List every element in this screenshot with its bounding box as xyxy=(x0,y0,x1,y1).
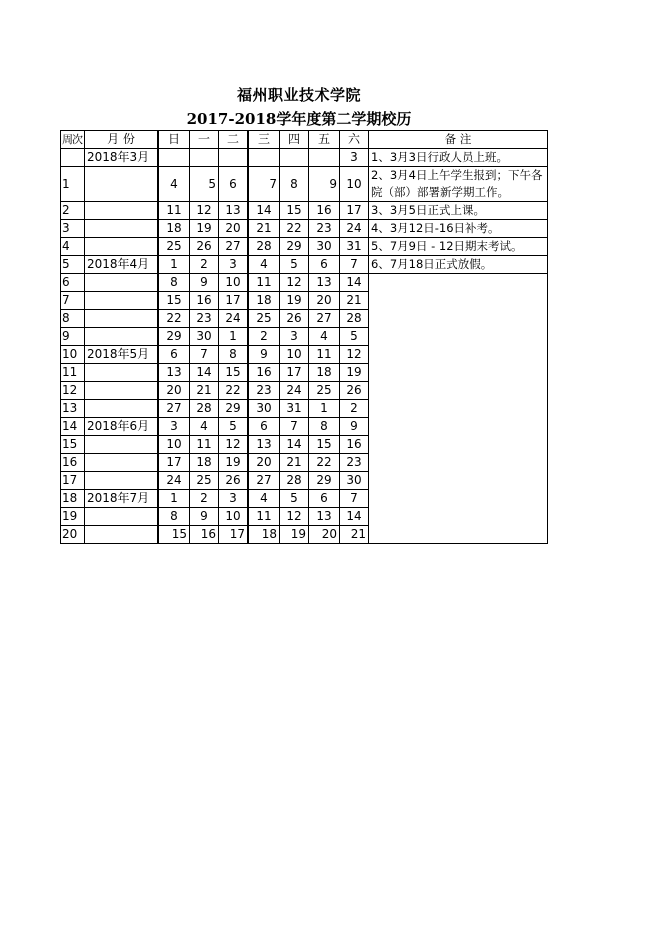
header-week: 周次 xyxy=(61,131,85,149)
calendar-row xyxy=(61,202,548,220)
day-cell: 22 xyxy=(280,220,309,238)
day-cell: 15 xyxy=(280,202,309,220)
day-cell: 18 xyxy=(309,364,340,382)
day-cell: 11 xyxy=(248,274,280,292)
day-cell: 3 xyxy=(219,490,249,508)
day-cell: 26 xyxy=(219,472,249,490)
day-cell: 3 xyxy=(340,149,369,167)
calendar-row xyxy=(61,167,548,202)
day-cell: 30 xyxy=(309,238,340,256)
day-cell: 7 xyxy=(340,256,369,274)
week-number: 19 xyxy=(61,508,85,526)
day-cell: 15 xyxy=(309,436,340,454)
month-label xyxy=(85,167,159,202)
note-item: 5、7月9日 - 12日期末考试。 xyxy=(369,238,548,256)
day-cell: 3 xyxy=(158,418,190,436)
school-name-title: 福州职业技术学院 xyxy=(236,86,361,104)
month-label xyxy=(85,472,159,490)
month-label xyxy=(85,274,159,292)
month-label xyxy=(85,508,159,526)
calendar-title: 2017-2018学年度第二学期校历 xyxy=(186,110,412,128)
day-cell: 14 xyxy=(190,364,219,382)
day-cell: 26 xyxy=(340,382,369,400)
week-number: 3 xyxy=(61,220,85,238)
day-cell: 24 xyxy=(280,382,309,400)
day-cell: 2 xyxy=(340,400,369,418)
day-cell: 4 xyxy=(158,167,190,202)
week-number: 10 xyxy=(61,346,85,364)
week-number: 18 xyxy=(61,490,85,508)
month-label: 2018年3月 xyxy=(85,149,159,167)
day-cell: 28 xyxy=(340,310,369,328)
day-cell: 24 xyxy=(340,220,369,238)
day-cell: 9 xyxy=(190,274,219,292)
day-cell: 29 xyxy=(219,400,249,418)
day-cell: 14 xyxy=(340,508,369,526)
day-cell: 2 xyxy=(248,328,280,346)
day-cell: 18 xyxy=(248,292,280,310)
day-cell: 20 xyxy=(248,454,280,472)
week-number: 17 xyxy=(61,472,85,490)
day-cell: 9 xyxy=(190,508,219,526)
day-cell: 7 xyxy=(280,418,309,436)
day-cell: 8 xyxy=(219,346,249,364)
day-cell: 19 xyxy=(280,292,309,310)
day-cell: 8 xyxy=(309,418,340,436)
day-cell: 29 xyxy=(309,472,340,490)
day-cell: 9 xyxy=(309,167,340,202)
day-cell: 4 xyxy=(248,490,280,508)
month-label xyxy=(85,292,159,310)
header-day-sat: 六 xyxy=(340,131,369,149)
day-cell: 10 xyxy=(219,274,249,292)
calendar-row xyxy=(61,149,548,167)
month-label xyxy=(85,364,159,382)
header-row xyxy=(61,131,548,149)
note-item: 1、3月3日行政人员上班。 xyxy=(369,149,548,167)
day-cell: 18 xyxy=(158,220,190,238)
day-cell: 14 xyxy=(248,202,280,220)
calendar-row xyxy=(61,274,548,292)
day-cell: 10 xyxy=(219,508,249,526)
day-cell: 16 xyxy=(190,292,219,310)
day-cell: 26 xyxy=(280,310,309,328)
day-cell: 25 xyxy=(190,472,219,490)
week-number xyxy=(61,149,85,167)
week-number: 13 xyxy=(61,400,85,418)
day-cell: 28 xyxy=(248,238,280,256)
day-cell: 11 xyxy=(190,436,219,454)
day-cell: 25 xyxy=(158,238,190,256)
day-cell: 31 xyxy=(340,238,369,256)
month-label xyxy=(85,202,159,220)
day-cell: 23 xyxy=(309,220,340,238)
day-cell: 24 xyxy=(158,472,190,490)
day-cell: 15 xyxy=(219,364,249,382)
month-label xyxy=(85,220,159,238)
day-cell: 19 xyxy=(190,220,219,238)
day-cell: 6 xyxy=(309,490,340,508)
week-number: 2 xyxy=(61,202,85,220)
day-cell: 4 xyxy=(248,256,280,274)
note-item: 4、3月12日-16日补考。 xyxy=(369,220,548,238)
header-note: 备 注 xyxy=(369,131,548,149)
week-number: 9 xyxy=(61,328,85,346)
day-cell: 6 xyxy=(219,167,249,202)
day-cell: 5 xyxy=(219,418,249,436)
day-cell: 10 xyxy=(280,346,309,364)
day-cell: 14 xyxy=(280,436,309,454)
day-cell: 5 xyxy=(340,328,369,346)
week-number: 15 xyxy=(61,436,85,454)
header-month: 月 份 xyxy=(85,131,159,149)
day-cell: 20 xyxy=(309,292,340,310)
day-cell: 25 xyxy=(309,382,340,400)
day-cell: 27 xyxy=(219,238,249,256)
day-cell: 21 xyxy=(340,526,369,544)
day-cell: 16 xyxy=(309,202,340,220)
month-label xyxy=(85,310,159,328)
note-item: 2、3月4日上午学生报到；下午各院（部）部署新学期工作。 xyxy=(369,167,548,202)
day-cell: 22 xyxy=(219,382,249,400)
day-cell: 21 xyxy=(340,292,369,310)
day-cell: 14 xyxy=(340,274,369,292)
school-calendar-table xyxy=(60,130,548,544)
day-cell: 10 xyxy=(340,167,369,202)
week-number: 1 xyxy=(61,167,85,202)
day-cell: 19 xyxy=(340,364,369,382)
header-day-tue: 二 xyxy=(219,131,249,149)
month-label xyxy=(85,238,159,256)
day-cell: 17 xyxy=(219,526,249,544)
day-cell: 13 xyxy=(219,202,249,220)
day-cell: 19 xyxy=(219,454,249,472)
header-day-wed: 三 xyxy=(248,131,280,149)
day-cell: 1 xyxy=(158,256,190,274)
day-cell: 4 xyxy=(190,418,219,436)
day-cell: 8 xyxy=(158,274,190,292)
day-cell: 27 xyxy=(309,310,340,328)
note-empty-area xyxy=(369,274,548,544)
day-cell: 7 xyxy=(248,167,280,202)
week-number: 5 xyxy=(61,256,85,274)
day-cell: 9 xyxy=(340,418,369,436)
day-cell: 30 xyxy=(248,400,280,418)
day-cell: 12 xyxy=(280,508,309,526)
month-label xyxy=(85,436,159,454)
day-cell: 27 xyxy=(158,400,190,418)
day-cell: 17 xyxy=(158,454,190,472)
day-cell: 10 xyxy=(158,436,190,454)
day-cell: 19 xyxy=(280,526,309,544)
day-cell: 21 xyxy=(190,382,219,400)
calendar-row xyxy=(61,256,548,274)
day-cell: 5 xyxy=(280,256,309,274)
day-cell: 23 xyxy=(340,454,369,472)
calendar-row xyxy=(61,238,548,256)
day-cell xyxy=(190,149,219,167)
month-label: 2018年4月 xyxy=(85,256,159,274)
month-label: 2018年6月 xyxy=(85,418,159,436)
month-label: 2018年7月 xyxy=(85,490,159,508)
day-cell: 27 xyxy=(248,472,280,490)
day-cell: 16 xyxy=(190,526,219,544)
day-cell: 24 xyxy=(219,310,249,328)
day-cell: 29 xyxy=(280,238,309,256)
day-cell: 31 xyxy=(280,400,309,418)
day-cell: 30 xyxy=(190,328,219,346)
month-label xyxy=(85,400,159,418)
day-cell: 2 xyxy=(190,256,219,274)
week-number: 8 xyxy=(61,310,85,328)
week-number: 16 xyxy=(61,454,85,472)
day-cell: 29 xyxy=(158,328,190,346)
day-cell: 13 xyxy=(309,274,340,292)
header-day-fri: 五 xyxy=(309,131,340,149)
day-cell: 1 xyxy=(309,400,340,418)
day-cell: 3 xyxy=(219,256,249,274)
week-number: 6 xyxy=(61,274,85,292)
week-number: 12 xyxy=(61,382,85,400)
day-cell: 12 xyxy=(190,202,219,220)
day-cell: 17 xyxy=(219,292,249,310)
calendar-row xyxy=(61,220,548,238)
day-cell: 11 xyxy=(248,508,280,526)
day-cell: 12 xyxy=(340,346,369,364)
header-day-mon: 一 xyxy=(190,131,219,149)
note-item: 6、7月18日正式放假。 xyxy=(369,256,548,274)
day-cell: 21 xyxy=(280,454,309,472)
day-cell: 25 xyxy=(248,310,280,328)
day-cell xyxy=(280,149,309,167)
day-cell: 16 xyxy=(340,436,369,454)
day-cell: 16 xyxy=(248,364,280,382)
day-cell xyxy=(219,149,249,167)
header-day-thu: 四 xyxy=(280,131,309,149)
day-cell: 8 xyxy=(280,167,309,202)
day-cell: 22 xyxy=(309,454,340,472)
day-cell: 11 xyxy=(158,202,190,220)
day-cell: 30 xyxy=(340,472,369,490)
week-number: 11 xyxy=(61,364,85,382)
day-cell: 18 xyxy=(248,526,280,544)
day-cell: 20 xyxy=(158,382,190,400)
day-cell: 23 xyxy=(248,382,280,400)
day-cell xyxy=(248,149,280,167)
week-number: 20 xyxy=(61,526,85,544)
month-label: 2018年5月 xyxy=(85,346,159,364)
day-cell: 15 xyxy=(158,526,190,544)
month-label xyxy=(85,382,159,400)
day-cell: 3 xyxy=(280,328,309,346)
day-cell: 12 xyxy=(219,436,249,454)
day-cell: 9 xyxy=(248,346,280,364)
day-cell: 23 xyxy=(190,310,219,328)
note-item: 3、3月5日正式上课。 xyxy=(369,202,548,220)
month-label xyxy=(85,328,159,346)
header-day-sun: 日 xyxy=(158,131,190,149)
day-cell: 13 xyxy=(248,436,280,454)
day-cell: 18 xyxy=(190,454,219,472)
week-number: 4 xyxy=(61,238,85,256)
day-cell: 22 xyxy=(158,310,190,328)
day-cell xyxy=(158,149,190,167)
day-cell: 2 xyxy=(190,490,219,508)
day-cell: 8 xyxy=(158,508,190,526)
day-cell: 28 xyxy=(280,472,309,490)
day-cell: 1 xyxy=(158,490,190,508)
day-cell: 28 xyxy=(190,400,219,418)
day-cell: 1 xyxy=(219,328,249,346)
day-cell: 20 xyxy=(309,526,340,544)
month-label xyxy=(85,454,159,472)
day-cell: 17 xyxy=(340,202,369,220)
day-cell: 15 xyxy=(158,292,190,310)
day-cell: 5 xyxy=(190,167,219,202)
month-label xyxy=(85,526,159,544)
week-number: 7 xyxy=(61,292,85,310)
day-cell: 5 xyxy=(280,490,309,508)
day-cell: 7 xyxy=(190,346,219,364)
day-cell: 20 xyxy=(219,220,249,238)
day-cell: 12 xyxy=(280,274,309,292)
day-cell: 7 xyxy=(340,490,369,508)
day-cell: 6 xyxy=(158,346,190,364)
day-cell: 4 xyxy=(309,328,340,346)
day-cell: 6 xyxy=(309,256,340,274)
day-cell: 6 xyxy=(248,418,280,436)
day-cell: 17 xyxy=(280,364,309,382)
week-number: 14 xyxy=(61,418,85,436)
day-cell: 21 xyxy=(248,220,280,238)
day-cell: 13 xyxy=(158,364,190,382)
day-cell xyxy=(309,149,340,167)
day-cell: 26 xyxy=(190,238,219,256)
day-cell: 13 xyxy=(309,508,340,526)
day-cell: 11 xyxy=(309,346,340,364)
